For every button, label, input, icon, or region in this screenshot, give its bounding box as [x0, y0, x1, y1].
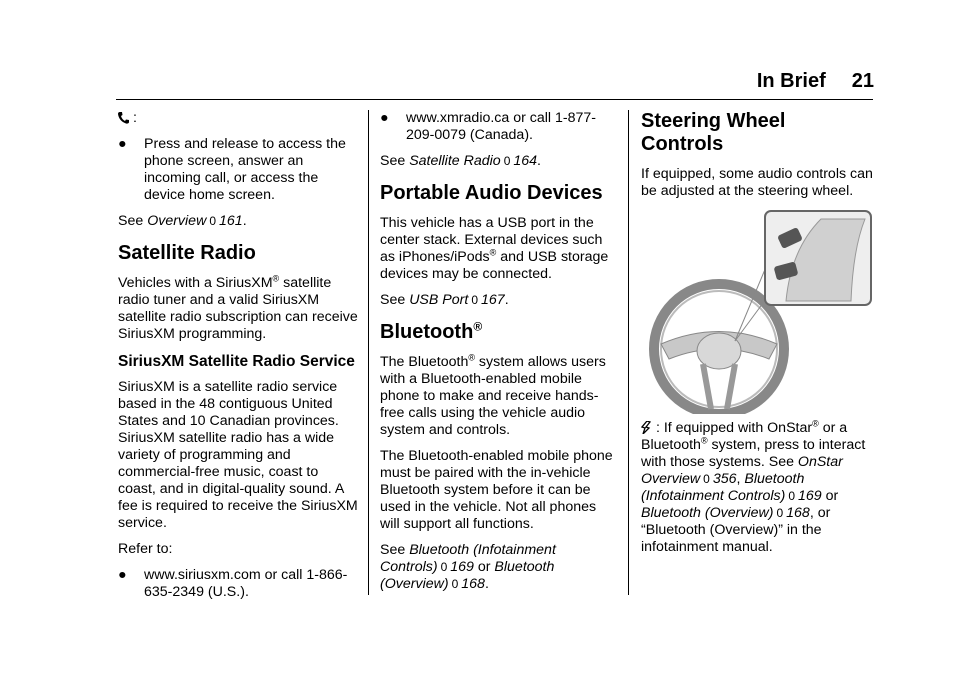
see-reference: See USB Port 0 167. — [380, 292, 509, 308]
cross-reference-link[interactable]: Bluetooth (Overview) — [380, 559, 555, 592]
column-divider — [368, 110, 369, 595]
bluetooth-body-1: The Bluetooth® system allows users with a Bluetooth-enabled mobile phone to make and receive hands-free calls using the vehicle audio system and controls. — [380, 352, 606, 438]
running-header — [757, 70, 874, 93]
header-rule — [116, 99, 873, 100]
column-3 — [641, 110, 873, 565]
steering-wheel-image — [641, 209, 873, 414]
refer-label: Refer to: — [118, 541, 173, 557]
see-reference: See Bluetooth (Infotainment Controls) 0 169 or Bluetooth (Overview) 0 168. — [380, 542, 556, 592]
see-reference: See Overview 0 161. — [118, 213, 247, 229]
list-item: ● www.xmradio.ca or call 1-877-209-0079 (Canada). — [380, 110, 597, 143]
cross-reference-link[interactable]: Bluetooth (Overview) — [641, 505, 774, 521]
phone-control-label: : — [118, 110, 358, 127]
section-heading-bluetooth: Bluetooth® — [380, 319, 483, 343]
cross-reference-link[interactable]: OnStar Overview — [641, 454, 843, 487]
column-1 — [118, 110, 358, 610]
section-heading-satellite-radio: Satellite Radio — [118, 242, 256, 264]
column-2 — [380, 110, 618, 602]
voice-control-description: : If equipped with OnStar® or a Bluetooth® system, press to interact with those systems. See OnStar Overview 0 356, Bluetooth (Infotainment Controls) 0 169 or Bluetooth (Overview) 0 168, or “Bluetooth (Overview)” in the infotainment manual. — [641, 418, 866, 555]
section-heading-steering-wheel: Steering Wheel Controls — [641, 110, 786, 155]
section-heading-portable-audio: Portable Audio Devices — [380, 182, 603, 204]
steering-wheel-body: If equipped, some audio controls can be adjusted at the steering wheel. — [641, 166, 873, 199]
column-divider — [628, 110, 629, 595]
list-item: ● Press and release to access the phone screen, answer an incoming call, or access the device home screen. — [118, 136, 346, 203]
voice-icon — [641, 421, 652, 434]
siriusxm-body: SiriusXM is a satellite radio service based in the 48 contiguous United States and 10 Canadian provinces. SiriusXM satellite radio has a wide variety of programming and commercial-free music, coast to coast, and in digital-quality sound. A fee is required to receive the SiriusXM service. — [118, 379, 358, 531]
portable-audio-body: This vehicle has a USB port in the center stack. External devices such as iPhones/iPods® and USB storage devices may be connected. — [380, 215, 609, 282]
cross-reference-link[interactable]: Bluetooth (Infotainment Controls) — [641, 471, 805, 504]
cross-reference-link[interactable]: Satellite Radio — [409, 153, 501, 169]
page-number: 21 — [851, 70, 874, 92]
satellite-radio-body: Vehicles with a SiriusXM® satellite radio tuner and a valid SiriusXM satellite radio subscription can receive SiriusXM programming. — [118, 273, 358, 342]
cross-reference-link[interactable]: USB Port — [409, 292, 469, 308]
section-title: In Brief — [756, 70, 826, 92]
see-reference: See Satellite Radio 0 164. — [380, 153, 541, 169]
list-item: ● www.siriusxm.com or call 1-866-635-2349 (U.S.). — [118, 567, 348, 600]
bluetooth-body-2: The Bluetooth-enabled mobile phone must be paired with the in-vehicle Bluetooth system before it can be used in the vehicle. Not all phones will support all functions. — [380, 448, 613, 532]
cross-reference-link[interactable]: Overview — [147, 213, 207, 229]
phone-icon — [118, 112, 129, 124]
cross-reference-link[interactable]: Bluetooth (Infotainment Controls) — [380, 542, 556, 575]
subheading-siriusxm-service: SiriusXM Satellite Radio Service — [118, 353, 355, 370]
